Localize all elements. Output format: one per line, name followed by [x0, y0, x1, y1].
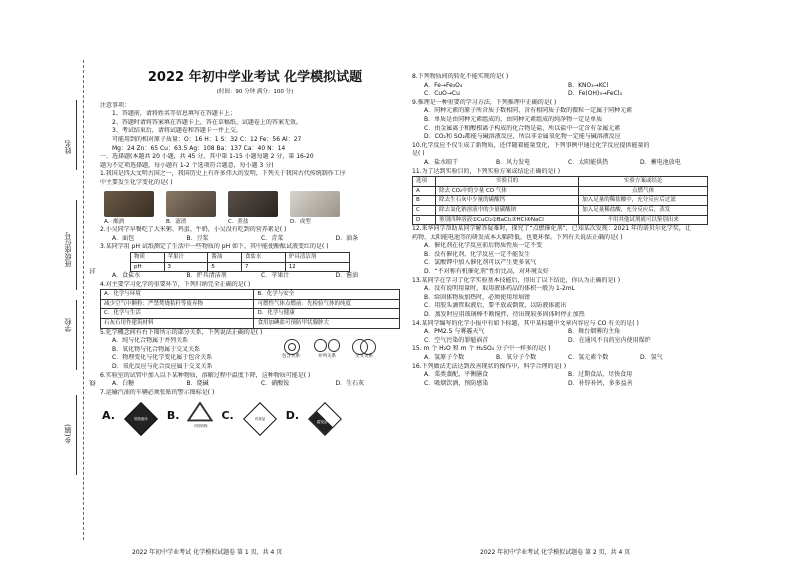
question-6: 6.实验室的试管中加入以下某种物质，溶解过程中温度下降，这种物质可能是( ) — [100, 371, 311, 379]
q8-option-b[interactable]: B．KNO₃→KCl — [568, 81, 609, 89]
salt-boiling-image — [228, 191, 278, 217]
q14-option-a[interactable]: A．PM2.5 与雾霾天气 — [424, 328, 485, 336]
molding-image — [290, 191, 340, 217]
page-1-footer: 2022 年初中学业考试 化学模拟试题卷 第 1 页，共 4 页 — [132, 549, 283, 557]
question-13: 13.某同学在学习了化学实验基本技能后，得出了以下结论，你认为正确的是( ) — [412, 276, 621, 284]
table-cell: 12 — [285, 262, 349, 272]
exam-title: 2022 年初中学业考试 化学模拟试题 — [147, 70, 363, 85]
intersect-diagram — [352, 339, 376, 371]
relation-diagram — [280, 339, 376, 371]
table-cell: 可燃性气体点燃前：先检验气体的纯度 — [254, 299, 400, 309]
table-cell: 物质 — [131, 252, 165, 262]
winemaking-image — [104, 191, 154, 217]
table-cell: 酱油 — [208, 252, 242, 262]
table-cell: 点燃气体 — [579, 186, 708, 196]
q5-option-c[interactable]: C．物理变化与化学变化属于包含关系 — [112, 354, 213, 362]
question-16: 16.下列做法无法达到改善现状的操作中，科学合理的是( ) — [412, 362, 567, 370]
q9-option-b[interactable]: B．单质是由同种元素组成的，由同种元素组成的纯净物一定是单质 — [424, 115, 603, 123]
binding-margin — [0, 0, 95, 562]
table-row — [131, 262, 350, 272]
page-1 — [100, 66, 410, 431]
table-cell: 加入足量稀盐酸，充分反应后，蒸发 — [579, 205, 708, 215]
table-cell: A — [413, 186, 436, 196]
intersect-label: 交叉关系 — [355, 354, 373, 360]
name-field[interactable] — [76, 100, 77, 170]
label-name: 姓名 — [64, 140, 72, 154]
township-field[interactable] — [76, 395, 77, 475]
label-class-seat: 班级座位号 — [64, 232, 72, 267]
table-row[interactable] — [413, 186, 708, 196]
q5-option-d[interactable]: D．氧化反应与化合反应属于交叉关系 — [112, 363, 213, 371]
table-cell: 7 — [241, 262, 285, 272]
question-3-options — [100, 272, 410, 281]
q3-option-c[interactable]: C．苹果汁 — [261, 272, 290, 280]
label-township: 乡(镇) — [64, 424, 72, 444]
section-1-heading: 一、选择题(本题共 20 小题，共 45 分，其中第 1-15 小题每题 2 分，第 16-20 — [100, 153, 314, 161]
table-cell: B．化学与安全 — [254, 290, 400, 300]
table-cell: B — [413, 196, 436, 206]
q15-option-d[interactable]: D．氢气 — [640, 354, 663, 361]
q14-option-b[interactable]: B．舞台烟雾的主角 — [568, 328, 621, 336]
table-row — [131, 252, 350, 262]
table-cell: C — [413, 205, 436, 215]
q12-option-d[interactable]: D．“不对称有机催化剂”性价比高，对环境友好 — [424, 268, 549, 276]
question-8-options-row1 — [412, 82, 712, 91]
containment-diagram — [280, 339, 302, 371]
q16-option-a[interactable]: A．菜类蒸配，平衡膳食 — [424, 371, 489, 379]
q15-option-a[interactable]: A．氢原子个数 — [424, 354, 465, 361]
q5-option-b[interactable]: B．氧化物与化合物属于交叉关系 — [112, 345, 201, 353]
q5-option-a[interactable]: A．纯与化合物属于并列关系 — [112, 337, 189, 345]
question-14-options-row2 — [412, 337, 712, 346]
question-10-cont: 是( ) — [412, 150, 425, 158]
q9-option-a[interactable]: A．同种元素的原子所含质子数相同，含有相同质子数的微粒一定属于同种元素 — [424, 107, 633, 115]
question-1-options — [104, 218, 410, 227]
table-row — [101, 299, 400, 309]
sign-label-corrosive: 腐蚀品 — [316, 419, 328, 424]
table-cell: 加入足量的稀盐酸中，充分反应后过滤 — [579, 196, 708, 206]
table-cell: 减少空气中颗粒：严禁焚烧秸秆等废弃物 — [101, 299, 254, 309]
table-cell: 除去生石灰中少量的碳酸钙 — [436, 196, 579, 206]
class-seat-field[interactable] — [76, 200, 77, 290]
table-cell: 除去 CO₂中的少量 CO 气体 — [436, 186, 579, 196]
seal-char-xian: 线 — [90, 380, 97, 386]
q7-option-c[interactable]: C. — [221, 409, 234, 423]
q1-option-c[interactable]: C．煮盐 — [228, 218, 249, 225]
seal-line — [83, 60, 84, 540]
q13-option-d[interactable]: D．蒸发时应用玻璃棒不断搅拌，待出现较多固体时停止加热 — [424, 311, 585, 319]
school-field[interactable] — [76, 300, 77, 370]
table-row — [101, 319, 400, 329]
question-6-options — [100, 380, 410, 389]
table-cell: D — [413, 215, 436, 225]
q8-option-a[interactable]: A．Fe→Fe₃O₄ — [424, 81, 463, 89]
table-cell: C．化学与生活 — [101, 309, 254, 319]
table-cell: 苹果汁 — [164, 252, 208, 262]
q7-option-d[interactable]: D. — [285, 409, 300, 423]
ph-table — [130, 252, 350, 272]
notes-header: 注意事项： — [100, 101, 131, 109]
q2-option-a[interactable]: A．面包 — [112, 234, 135, 242]
q13-option-b[interactable]: B．给固体物质加热时，必须使用坩埚钳 — [424, 293, 531, 301]
q8-option-d[interactable]: D．Fe(OH)₃→FeCl₃ — [568, 90, 622, 98]
q15-option-c[interactable]: C．氢元素个数 — [568, 354, 609, 361]
table-row — [413, 177, 708, 187]
section-1-heading-cont: 题为不定项选择题，每小题有 1-2 个选项符合题意，每小题 3 分) — [100, 161, 274, 169]
table-cell: 实验方案或结论 — [579, 177, 708, 187]
q12-option-b[interactable]: B．没有催化剂，化学反应一定不能发生 — [424, 250, 531, 258]
question-9: 9.推理是一种重要的学习方法，下列推理中正确的是( ) — [412, 98, 557, 106]
question-8: 8.下列物质间的转化不能实现的是( ) — [412, 73, 509, 80]
page-2 — [412, 73, 712, 388]
q3-option-d[interactable]: D．酱油 — [335, 272, 359, 280]
table-row[interactable] — [101, 309, 400, 319]
q10-option-c[interactable]: C．太阳能供热 — [568, 158, 609, 166]
table-cell: 实验目的 — [436, 177, 579, 187]
question-5-body — [100, 337, 410, 371]
parallel-diagram — [314, 339, 340, 371]
question-3: 3.某同学用 pH 试纸测定了生活中一些物质的 pH 如下，其中能使酚酞试液变红的是( ) — [100, 243, 329, 251]
question-2-options — [100, 235, 410, 244]
table-cell: 5 — [208, 262, 242, 272]
table-cell: 石灰石用作建筑材料 — [101, 319, 254, 329]
q12-option-a[interactable]: A．催化剂在化学反应前后物质性质一定不变 — [424, 242, 543, 250]
filtering-image — [166, 191, 216, 217]
q13-option-c[interactable]: C．用胶头滴管取液后，要平放或倒置，以防液体流出 — [424, 302, 567, 310]
note-1: 1、答题前，请将姓名等信息填写在答题卡上； — [112, 110, 236, 118]
table-cell: A．化学与环境 — [101, 290, 254, 300]
containment-label: 包含关系 — [282, 354, 300, 360]
parallel-label: 并列关系 — [318, 354, 336, 360]
q9-option-d[interactable]: D．CO₂和 SO₂都能与碱溶液反应，所以非金属氧化物一定能与碱溶液反应 — [424, 133, 621, 141]
atomic-mass-1: 可能用到的相对原子质量：O：16 H：1 S：32 C：12 Fe：56 Al：27 — [112, 135, 302, 143]
question-2: 2.小吴同学早餐吃了大米粥、鸡蛋、牛奶，小吴没有吃到的营养素是( ) — [100, 226, 287, 234]
q1-option-d[interactable]: D．成型 — [290, 218, 311, 225]
question-15-options — [412, 354, 712, 363]
q2-option-d[interactable]: D．油条 — [335, 234, 359, 242]
question-10: 10.化学反应不仅生成了新物质，还伴随着能量变化，下列事例中通过化学反应提供能量的 — [412, 141, 650, 149]
question-14-options-row1 — [412, 328, 712, 337]
table-cell: 炉具清洁剂 — [285, 252, 349, 262]
q9-option-c[interactable]: C．由金属离子和酸根离子构成的化合物是盐，所以盐中一定含有金属元素 — [424, 124, 621, 132]
question-10-options — [412, 159, 712, 168]
label-school: 学校 — [64, 318, 72, 332]
table-cell: 除去氯化钠溶液中的少量碳酸钠 — [436, 205, 579, 215]
question-11: 11.为了达到实验目的，下列实验方案或结论正确的是( ) — [412, 167, 561, 175]
q7-option-b[interactable]: B. — [166, 409, 180, 423]
table-row[interactable] — [413, 215, 708, 225]
question-4: 4.对主要学习化学的重要环节，下列归纳完全正确的是( ) — [100, 280, 251, 288]
table-cell: 3 — [164, 262, 208, 272]
q13-option-a[interactable]: A．没有说明用量时，取用液体药品的体积一般为 1-2mL — [424, 285, 575, 293]
table-cell: 选项 — [413, 177, 436, 187]
question-7: 7.运输汽油的车辆必须张贴的警示图标是( ) — [100, 388, 215, 396]
q1-option-a[interactable]: A．酿酒 — [104, 218, 125, 225]
question-12: 12.来华同学帮助某同学解答疑难时，探究了“点燃催化剂”，已知某次发现：2021 年的诺贝尔化学奖，让 — [412, 225, 691, 233]
corrosive-icon — [308, 402, 342, 436]
flammable-liquid-icon — [124, 402, 158, 436]
question-16-options-row1 — [412, 371, 712, 380]
warning-signs — [102, 401, 410, 431]
note-3: 3、考试结束后，请将试题卷和答题卡一并上交。 — [112, 127, 242, 135]
q11-table — [412, 176, 708, 225]
table-row[interactable] — [413, 196, 708, 206]
q6-option-a[interactable]: A．白糖 — [112, 380, 135, 388]
q10-option-b[interactable]: B．风力发电 — [496, 158, 531, 166]
question-5-options — [100, 337, 280, 371]
q14-option-c[interactable]: C．空气污染的罪魁祸首 — [424, 336, 489, 344]
page-2-footer: 2022 年初中学业考试 化学模拟试题卷 第 2 页，共 4 页 — [480, 549, 631, 557]
recycle-icon — [185, 402, 215, 430]
q14-option-d[interactable]: D．在通风不良的室内使用煤炉 — [568, 336, 651, 344]
q6-option-b[interactable]: B．烧碱 — [186, 380, 209, 388]
question-14: 14.某同学编写的化学小报中有如下标题，其中某标题中文章内容应与 CO 有关的是( ) — [412, 319, 639, 327]
atomic-mass-2: Mg：24 Zn：65 Cu：63.5 Ag：108 Ba：137 Ca：40 N：14 — [112, 144, 286, 152]
table-row[interactable] — [101, 290, 400, 300]
exam-subtitle: (时间：90 分钟 满分：100 分) — [216, 89, 294, 95]
note-2: 2、答题时请将答案填在答题卡上，答在草稿纸、试题卷上的答案无效。 — [112, 118, 302, 126]
q2-option-b[interactable]: B．豆浆 — [186, 234, 209, 242]
q12-option-c[interactable]: C．氯酸钾中加入催化剂可以产生更多氧气 — [424, 259, 537, 267]
question-1: 1.我国是四大文明古国之一，我国历史上有许多伟大的发明，下列关于我国古代传统制作工序 — [100, 170, 346, 178]
q8-option-c[interactable]: C．CuO→Cu — [424, 90, 460, 98]
q4-table — [100, 289, 400, 328]
q6-option-c[interactable]: C．硝酸铵 — [261, 380, 290, 388]
q10-option-a[interactable]: A．盐水晾干 — [424, 158, 459, 166]
table-row[interactable] — [413, 205, 708, 215]
q16-option-b[interactable]: B．过期食品，尽快食用 — [568, 371, 633, 379]
table-cell: 食盐水 — [241, 252, 285, 262]
q15-option-b[interactable]: B．氧分子个数 — [496, 354, 537, 361]
table-cell: 食用加碘盐可预防甲状腺肿大 — [254, 319, 400, 329]
q7-option-a[interactable]: A. — [102, 409, 115, 423]
question-1-cont: 中主要发生化学变化的是( ) — [100, 178, 173, 186]
table-cell: D．化学与健康 — [254, 309, 400, 319]
seal-char-feng: 封 — [90, 268, 97, 274]
q2-option-c[interactable]: C．青菜 — [261, 234, 284, 242]
question-5: 5.化学概念间有右下图所示的部分关系，下列说法正确的是( ) — [100, 328, 263, 336]
q1-option-b[interactable]: B．滤渣 — [166, 218, 187, 225]
sign-label-toxic: 有毒品 — [254, 417, 265, 422]
toxic-icon — [243, 402, 277, 436]
q16-option-c[interactable]: C．吸烟饮酒，预防感染 — [424, 379, 489, 387]
table-cell: 不用其他试剂就可以鉴别出来 — [579, 215, 708, 225]
question-8-options-row2 — [412, 90, 712, 99]
table-cell: 鉴别四种溶液①CuCl₂②BaCl₂③HCl④NaCl — [436, 215, 579, 225]
question-12-cont: 药物、太阳能电池等的研发成本大幅降低，也更环保。下列有关说法正确的是( ) — [412, 233, 623, 241]
q6-option-d[interactable]: D．生石灰 — [335, 380, 365, 388]
q3-option-a[interactable]: A．食盐水 — [112, 272, 141, 280]
question-15: 15. m 个 H₂O 和 m 个 H₂SO₄ 分子中一样多的是( ) — [412, 345, 551, 353]
table-cell: pH — [131, 262, 165, 272]
question-1-images — [104, 191, 410, 217]
q10-option-d[interactable]: D．蓄电池放电 — [640, 158, 681, 166]
q3-option-b[interactable]: B．炉具清洁剂 — [186, 272, 227, 280]
sign-label-recycle: 可回收物 — [193, 423, 208, 428]
question-16-options-row2 — [412, 380, 712, 389]
sign-label-flammable: 易燃液体 — [133, 417, 148, 422]
q16-option-d[interactable]: D．补锌补钙，多多益善 — [568, 379, 633, 387]
